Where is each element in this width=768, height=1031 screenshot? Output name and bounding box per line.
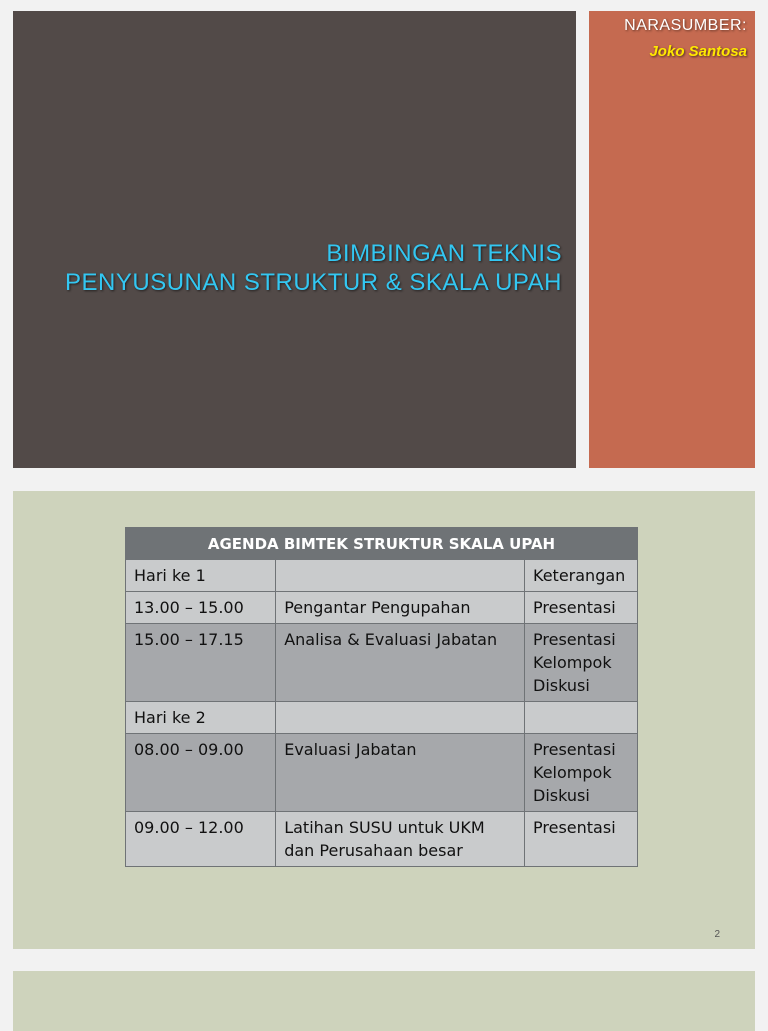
table-cell: 15.00 – 17.15 [126,624,276,702]
table-cell: Latihan SUSU untuk UKM dan Perusahaan besar [276,812,525,867]
table-cell: Hari ke 1 [126,560,276,592]
table-cell: Hari ke 2 [126,702,276,734]
slide-title [65,239,562,297]
speaker-name: Joko Santosa [649,43,747,60]
agenda-table [125,527,638,867]
table-cell: Presentasi [525,812,638,867]
table-cell: Presentasi Kelompok Diskusi [525,624,638,702]
table-cell [525,702,638,734]
title-slide-main-panel [13,11,576,468]
table-cell: 09.00 – 12.00 [126,812,276,867]
table-row [126,812,638,867]
table-cell: Analisa & Evaluasi Jabatan [276,624,525,702]
table-cell: 08.00 – 09.00 [126,734,276,812]
table-row [126,560,638,592]
page-number: 2 [714,929,720,940]
table-cell: Pengantar Pengupahan [276,592,525,624]
table-row [126,702,638,734]
table-row [126,734,638,812]
table-cell: Keterangan [525,560,638,592]
table-cell: Presentasi [525,592,638,624]
speaker-label: NARASUMBER: [624,17,747,34]
table-cell: Evaluasi Jabatan [276,734,525,812]
agenda-table-header: AGENDA BIMTEK STRUKTUR SKALA UPAH [126,528,638,560]
table-cell: 13.00 – 15.00 [126,592,276,624]
title-slide-side-panel [589,11,755,468]
table-cell: Presentasi Kelompok Diskusi [525,734,638,812]
next-slide-preview [13,971,755,1031]
slide-title-line-2: PENYUSUNAN STRUKTUR & SKALA UPAH [65,269,562,296]
slide-title-line-1: BIMBINGAN TEKNIS [326,240,562,267]
table-row [126,624,638,702]
agenda-slide [13,491,755,949]
table-cell [276,702,525,734]
table-row [126,592,638,624]
table-cell [276,560,525,592]
